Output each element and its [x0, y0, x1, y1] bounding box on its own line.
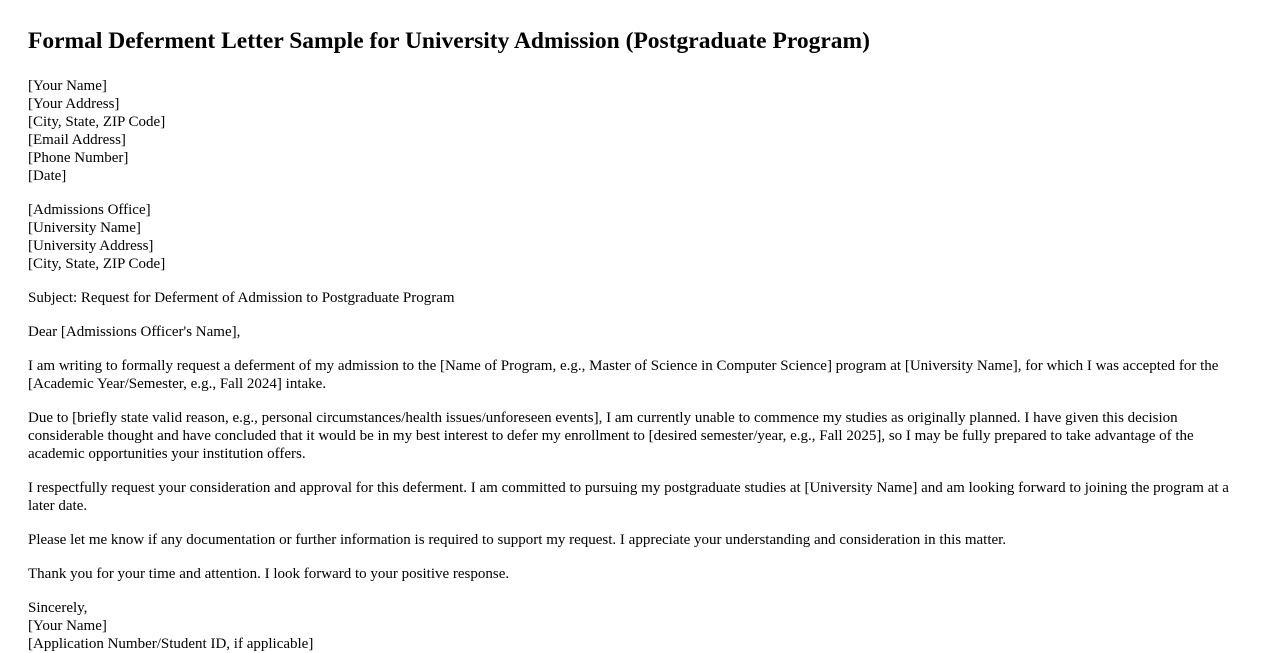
- closing-block: [28, 599, 1250, 653]
- body-paragraph-4: Please let me know if any documentation or further information is required to support my request. I appreciate your understanding and consideration in this matter.: [28, 532, 1007, 548]
- closing-student-id: [Application Number/Student ID, if applicable]: [28, 636, 314, 652]
- recipient-block: [28, 201, 1250, 273]
- recipient-university: [University Name]: [28, 220, 141, 236]
- letter-date: [Date]: [28, 168, 67, 184]
- recipient-address: [University Address]: [28, 238, 154, 254]
- body-paragraph-1: I am writing to formally request a deferment of my admission to the [Name of Program, e.g., Master of Science in Computer Science] program at [University Name], for which I was accepted for the [Academic Year/Semester, e.g., Fall 2024] intake.: [28, 358, 1219, 392]
- sender-phone: [Phone Number]: [28, 150, 129, 166]
- sender-address: [Your Address]: [28, 96, 120, 112]
- body-paragraph-3: I respectfully request your consideration and approval for this deferment. I am committed to pursuing my postgraduate studies at [University Name] and am looking forward to joining the program at a later date.: [28, 480, 1229, 514]
- recipient-office: [Admissions Office]: [28, 202, 151, 218]
- valediction: Sincerely,: [28, 600, 88, 616]
- sender-email: [Email Address]: [28, 132, 126, 148]
- recipient-city-state-zip: [City, State, ZIP Code]: [28, 256, 166, 272]
- subject-line: Subject: Request for Deferment of Admission to Postgraduate Program: [28, 290, 455, 306]
- body-paragraph-5: Thank you for your time and attention. I look forward to your positive response.: [28, 566, 510, 582]
- body-paragraph-2: Due to [briefly state valid reason, e.g., personal circumstances/health issues/unforeseen events], I am currently unable to commence my studies as originally planned. I have given this decision considerable thought and have concluded that it would be in my best interest to defer my enrollment to [desired semester/year, e.g., Fall 2025], so I may be fully prepared to take advantage of the academic opportunities your institution offers.: [28, 410, 1194, 462]
- sender-block: [28, 77, 1250, 185]
- page-title: Formal Deferment Letter Sample for University Admission (Postgraduate Program): [28, 28, 870, 54]
- closing-name: [Your Name]: [28, 618, 107, 634]
- sender-name: [Your Name]: [28, 78, 107, 94]
- salutation: Dear [Admissions Officer's Name],: [28, 324, 241, 340]
- sender-city-state-zip: [City, State, ZIP Code]: [28, 114, 166, 130]
